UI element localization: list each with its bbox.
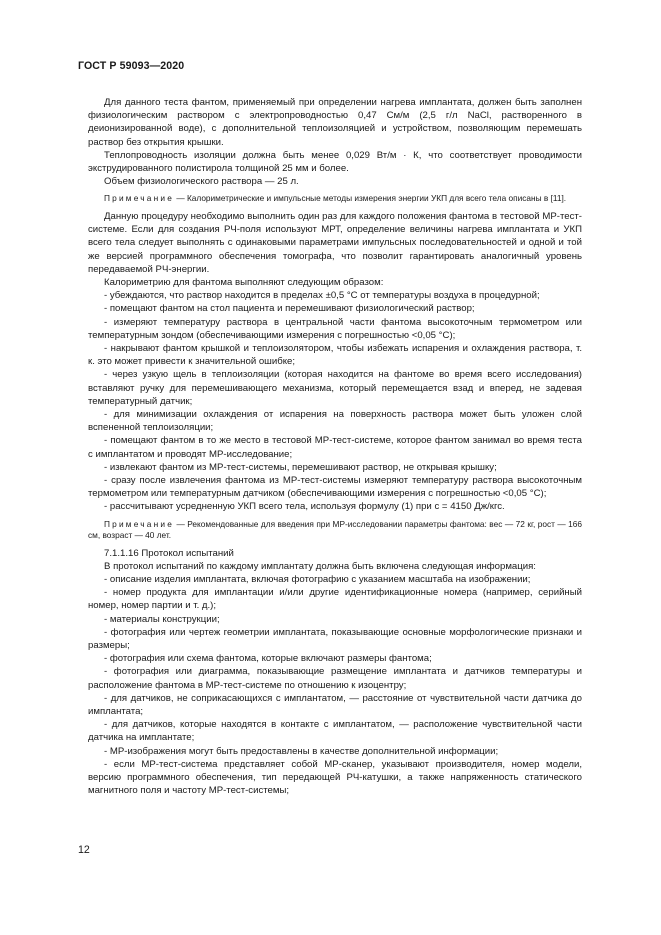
note-text: — Калориметрические и импульсные методы измерения энергии УКП для всего тела описаны в [11]. [174, 193, 567, 204]
list-item: - убеждаются, что раствор находится в пределах ±0,5 °С от температуры воздуха в процедурной; [104, 290, 540, 302]
list-item: - сразу после извлечения фантома из МР-тест-системы измеряют температуру раствора высокоточным термометром или температурным датчиком (обеспечивающими измерения с погрешностью <0,05 °С); [88, 474, 582, 500]
list-item: - через узкую щель в теплоизоляции (которая находится на фантоме во время всего исследования) вставляют ручку для перемешивающего механизма, который перемещается взад и вперед, не задевая температурный датчик; [88, 369, 582, 407]
list-item: - накрывают фантом крышкой и теплоизолятором, чтобы избежать испарения и охлаждения раствора, т. к. это может привести к значительной ошибке; [88, 342, 582, 368]
list-item: - помещают фантом в то же место в тестовой МР-тест-системе, которое фантом занимал во время теста с имплантатом и проводят МР-исследование; [88, 435, 582, 460]
list-item: - фотография или схема фантома, которые включают размеры фантома; [104, 653, 432, 665]
page-body [88, 96, 582, 797]
list-item: - если МР-тест-система представляет собой МР-сканер, указывают производителя, номер модели, версию программного обеспечения, тип передающей РЧ-катушки, а также напряженность статического магнитного поля и частоту МР-тест-системы; [88, 758, 582, 797]
note-text: — Рекомендованные для введения при МР-исследовании параметры фантома: вес — 72 кг, рост — 166 см, возраст — 40 лет. [88, 518, 582, 541]
list-item: - помещают фантом на стол пациента и перемешивают физиологический раствор; [104, 303, 475, 315]
list-item: - фотография или чертеж геометрии имплантата, показывающие основные морфологические признаки и размеры; [88, 626, 582, 652]
list-item: - измеряют температуру раствора в центральной части фантома высокоточным термометром или температурным зондом (обеспечивающими измерения с погрешностью <0,05 °С); [88, 316, 582, 341]
document-header: ГОСТ Р 59093—2020 [78, 60, 185, 72]
list-item: - для датчиков, не соприкасающихся с имплантатом, — расстояние от чувствительной части датчика до имплантата; [88, 692, 582, 718]
list-item: - номер продукта для имплантации и/или другие идентификационные номера (например, серийный номер, номер партии и т. д.); [88, 587, 582, 612]
list-item: - извлекают фантом из МР-тест-системы, перемешивают раствор, не открывая крышку; [104, 461, 497, 473]
list-item: - МР-изображения могут быть предоставлены в качестве дополнительной информации; [104, 745, 499, 757]
paragraph: Данную процедуру необходимо выполнить один раз для каждого положения фантома в тестовой МР-тест-системе. Если для создания РЧ-поля используют МРТ, определение величины нагрева имплантата и УКП всего тела следует выполнять с одинаковыми параметрами импульсных последовательностей и одной и той же версией программного обеспечения томографа, что позволит гарантировать аналогичный уровень передаваемой РЧ-энергии. [88, 210, 582, 275]
paragraph: В протокол испытаний по каждому имплантату должна быть включена следующая информация: [104, 560, 536, 572]
paragraph: Теплопроводность изоляции должна быть менее 0,029 Вт/м · К, что соответствует проводимости экструдированного полистирола толщиной 25 мм и более. [88, 149, 582, 175]
paragraph: Объем физиологического раствора — 25 л. [104, 176, 299, 188]
list-item: - материалы конструкции; [104, 613, 220, 625]
list-item: - для датчиков, которые находятся в контакте с имплантатом, — расположение чувствительной части датчика на имплантате; [88, 719, 582, 744]
note-paragraph [88, 519, 582, 542]
list-item: - для минимизации охлаждения от испарения на поверхность раствора может быть уложен слой вспененной теплоизоляции; [88, 408, 582, 434]
note-label: Примечание [104, 518, 175, 529]
note-paragraph [88, 193, 582, 205]
page-number: 12 [78, 844, 90, 856]
list-item: - рассчитывают усредненную УКП всего тела, используя формулу (1) при c = 4150 Дж/кгс. [104, 501, 505, 513]
note-label: Примечание [104, 193, 175, 204]
section-heading: 7.1.1.16 Протокол испытаний [104, 547, 234, 559]
list-item: - фотография или диаграмма, показывающие размещение имплантата и датчиков температуры и расположение фантома в МР-тест-системе по отношению к изоцентру; [88, 666, 582, 691]
paragraph: Для данного теста фантом, применяемый при определении нагрева имплантата, должен быть заполнен физиологическим раствором с электропроводностью 0,47 См/м (2,5 г/л NaCl, растворенного в деионизированной воде), с дополнительной теплоизоляцией и устройством, позволяющим перемешать раствор без открытия крышки. [88, 97, 582, 148]
paragraph: Калориметрию для фантома выполняют следующим образом: [104, 276, 384, 288]
list-item: - описание изделия имплантата, включая фотографию с указанием масштаба на изображении; [104, 574, 531, 585]
